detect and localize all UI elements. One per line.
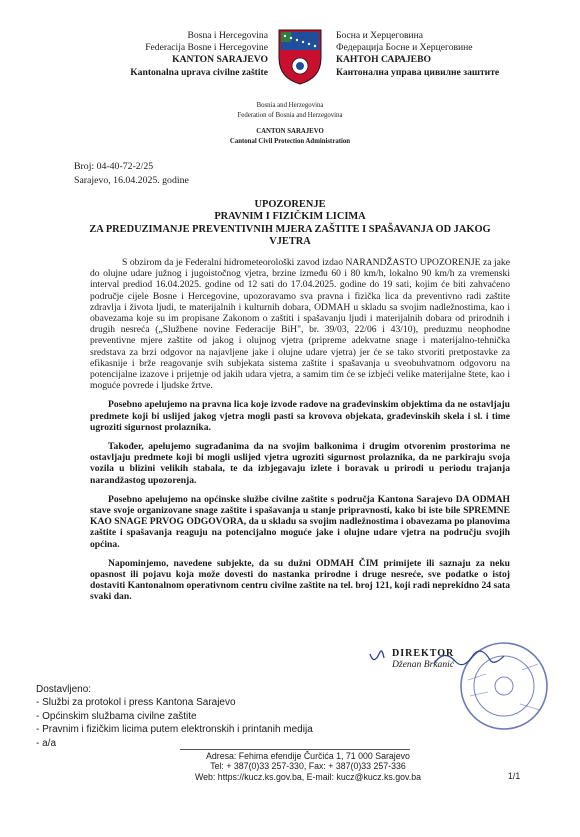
distribution-list: [36, 683, 313, 750]
footer-divider: [180, 749, 410, 750]
handwritten-signature-icon: [364, 644, 514, 680]
signature-name: Dženan Brkanić: [392, 659, 455, 670]
header-left-line-4: Kantonalna uprava civilne zaštite: [130, 66, 268, 78]
footer-web: Web: https://kucz.ks.gov.ba, E-mail: kucz@kucz.ks.gov.ba: [194, 771, 421, 782]
header-left: [30, 30, 268, 79]
footer: [168, 751, 448, 782]
distribution-item: - Općinskim službama civilne zaštite: [36, 710, 197, 722]
header-english: [0, 101, 580, 146]
distribution-label: Dostavljeno:: [36, 684, 92, 695]
document-title: [70, 199, 510, 249]
header-english-line-4: Cantonal Civil Protection Administration: [229, 137, 351, 145]
reference-number: Broj: 04-40-72-2/25: [74, 161, 154, 172]
document-body: [90, 257, 510, 611]
paragraph-3: Također, apelujemo sugrađanima da na svojim balkonima i drugim otvorenim prostorima ne ostavljaju predmete koji bi mogli uslijed vjetra ugroziti sigurnost prolaznika, da ne parkiraju svoja vozila u blizini velikih stabala, te da izbjegavaju izlete i boravak u prirodi u periodu trajanja narandžastog upozorenja.: [90, 441, 510, 486]
paragraph-4: Posebno apelujemo na općinske službe civilne zaštite s područja Kantona Sarajevo DA ODMAH stave svoje organizovane snage zaštite i spašavanja u stanje pripravnosti, kako bi iste bile SPREMNE KAO SNAGE PRVOG ODGOVORA, da u skladu sa svojim nadležnostima i obavezama po planovima zaštite i spašavanja reaguju na potencijalno moguće jake i olujne udare vjetra na području svojih općina.: [90, 493, 510, 550]
header-english-line-3: CANTON SARAJEVO: [256, 128, 324, 136]
header-right-line-4: Кантонална управа цивилне заштите: [336, 66, 500, 78]
header-left-line-3: KANTON SARAJEVO: [172, 54, 268, 66]
document-date: Sarajevo, 16.04.2025. godine: [74, 175, 189, 186]
header-right-line-3: КАНТОН САРАЈЕВО: [336, 54, 431, 66]
coat-of-arms-icon: [277, 28, 323, 86]
paragraph-1: S obzirom da je Federalni hidrometeorološki zavod izdao NARANDŽASTO UPOZORENJE za jake do olujne udare južnog i jugoistočnog vjetra, brzine između 60 i 80 km/h, lokalno 90 km/h za vremenski interval prediod 16.04.2025. godine od 12 sati do 17.04.2025. godine do 19 sati, kojim će biti zahvaćeno područje cijele Bosne i Hercegovine, upozoravamo sva pravna i fizička lica da preventivno radi zaštite zdravlja i života ljudi, te materijalnih i kulturnih dobara, ODMAH u skladu sa svojim nadležnostima, kao i obavezama koje su im propisane Zakonom o zaštiti i spašavanju ljudi i materijalnih dobara od prirodnih i drugih nesreća („Službene novine Federacije BiH", br. 39/03, 22/06 i 43/10), preduzmu neophodne preventivne mjere zaštite od jakog i olujnog vjetra (pripreme adekvatne snage i materijalno-tehnička sredstava za brzi odgovor na najavljene jake i olujne udare vjetra) jer će se tako stvoriti pretpostavke za efikasnije i brže reagovanje svih subjekata sistema zaštite i spašavanja u sveobuhvatnom odgovoru na potencijalne izazove i prijetnje od jakih udara vjetra, a samim tim će se izbjeći velike materijalne štete, kao i moguće povrede i ljudske žrtve.: [90, 257, 510, 392]
title-line-3: ZA PREDUZIMANJE PREVENTIVNIH MJERA ZAŠTITE I SPAŠAVANJA OD JAKOG VJETRA: [89, 223, 491, 248]
header-english-line-2: Federation of Bosnia and Herzegovina: [237, 111, 343, 119]
header-left-line-2: Federacija Bosne i Hercegovine: [145, 42, 268, 54]
title-line-1: UPOZORENJE: [254, 199, 326, 210]
signature-block: [372, 648, 522, 670]
document-meta: [74, 160, 189, 188]
distribution-item: - Službi za protokol i press Kantona Sarajevo: [36, 697, 236, 709]
distribution-item: - a/a: [36, 737, 57, 749]
footer-phone: Tel: + 387(0)33 257-330, Fax: + 387(0)33 257-336: [210, 761, 406, 772]
header-right: [336, 30, 566, 79]
title-line-2: PRAVNIM I FIZIČKIM LICIMA: [214, 211, 366, 223]
signature-title: DIREKTOR: [392, 648, 455, 659]
header-left-line-1: Bosna i Hercegovina: [187, 30, 268, 41]
paragraph-5: Napominjemo, navedene subjekte, da su dužni ODMAH ČIM primijete ili saznaju za neku opasnost ili pojavu koja može dovesti do nastanka prirodne i druge nesreće, sve podatke o istoj dostaviti Kantonalnom operativnom centru civilne zaštite na tel. broj 121, koji radi neprekidno 24 sata svaki dan.: [90, 557, 510, 603]
paragraph-2: Posebno apelujemo na pravna lica koje izvode radove na građevinskim objektima da ne ostavljaju predmete koji bi uslijed jakog vjetra mogli pasti sa krovova objekata, građevinskih skela i sl. i time ugroziti sigurnost prolaznika.: [90, 399, 510, 433]
header-right-line-2: Федерација Босне и Херцеговине: [336, 42, 473, 54]
distribution-item: - Pravnim i fizičkim licima putem elektronskih i printanih medija: [36, 724, 313, 736]
header-right-line-1: Босна и Херцеговина: [336, 30, 424, 41]
page-number: 1/1: [508, 771, 521, 781]
footer-address: Adresa: Fehima efendije Čurčića 1, 71 000 Sarajevo: [206, 751, 410, 761]
header-english-line-1: Bosnia and Herzegovina: [256, 102, 324, 109]
